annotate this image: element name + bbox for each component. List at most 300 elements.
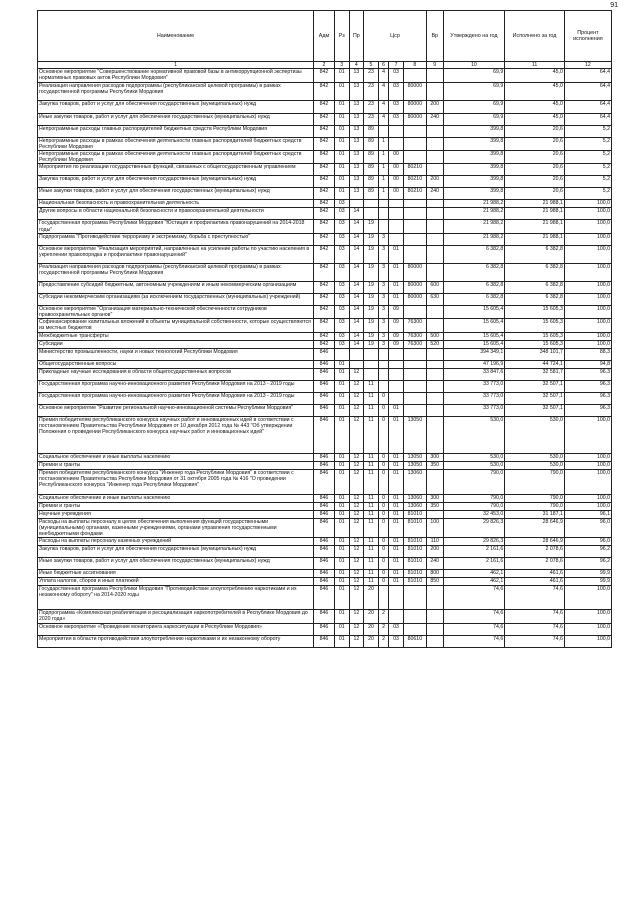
row-rz: 01 [334, 392, 349, 404]
row-csr-1: 11 [364, 578, 379, 586]
table-row [38, 281, 612, 293]
row-fact: 15 605,3 [505, 305, 565, 318]
row-adm: 846 [314, 623, 335, 635]
row-csr-3: 01 [389, 558, 404, 570]
row-csr-2: 0 [378, 404, 388, 416]
row-name: Уплата налогов, сборов и иных платежей [38, 578, 314, 586]
row-csr-4: 80000 [403, 100, 426, 113]
row-name: Прикладные научные исследования в области общегосударственных вопросов [38, 368, 314, 380]
row-plan: 6 382,8 [443, 245, 505, 263]
row-csr-1 [364, 208, 379, 220]
table-row [38, 610, 612, 623]
row-csr-3 [389, 348, 404, 360]
table-row [38, 635, 612, 647]
row-pct: 100,0 [564, 263, 611, 281]
row-fact: 6 382,8 [505, 263, 565, 281]
row-csr-3: 00 [389, 151, 404, 164]
col-adm-header: Адм [314, 11, 335, 62]
row-name: Премии и гранты [38, 502, 314, 510]
row-rz: 01 [334, 570, 349, 578]
row-pr: 12 [349, 392, 364, 404]
row-name: Социальное обеспечение и иные выплаты населению [38, 453, 314, 461]
row-pr: 12 [349, 494, 364, 502]
row-pct: 100,0 [564, 635, 611, 647]
row-csr-2 [378, 208, 388, 220]
table-row [38, 494, 612, 502]
row-csr-4: 80000 [403, 82, 426, 100]
row-rz: 03 [334, 233, 349, 245]
row-csr-4: 81010 [403, 546, 426, 558]
row-pr [349, 360, 364, 368]
row-csr-1: 20 [364, 610, 379, 623]
table-row [38, 164, 612, 176]
row-csr-4: 81010 [403, 510, 426, 518]
column-number: 8 [403, 62, 426, 69]
row-pct: 5,2 [564, 151, 611, 164]
row-vr [426, 510, 443, 518]
row-csr-2: 4 [378, 113, 388, 125]
row-plan: 33 773,0 [443, 380, 505, 392]
row-csr-4 [403, 137, 426, 150]
row-name: Реализация направления расходов подпрограммы (республиканской целевой программы) в рамках государственной программы Республики Мордовия [38, 263, 314, 281]
row-csr-1: 89 [364, 164, 379, 176]
row-pct: 96,3 [564, 368, 611, 380]
row-adm: 842 [314, 208, 335, 220]
row-csr-2: 1 [378, 176, 388, 188]
row-rz: 01 [334, 164, 349, 176]
row-csr-2: 0 [378, 570, 388, 578]
row-csr-4: 76300 [403, 332, 426, 340]
row-rz: 01 [334, 510, 349, 518]
row-rz: 01 [334, 151, 349, 164]
row-fact: 32 581,7 [505, 368, 565, 380]
row-pr: 12 [349, 623, 364, 635]
row-csr-2: 3 [378, 293, 388, 305]
col-name-header: Наименование [38, 11, 314, 62]
row-pct: 5,2 [564, 176, 611, 188]
row-csr-1: 11 [364, 469, 379, 494]
row-plan: 399,8 [443, 188, 505, 200]
row-fact: 32 507,1 [505, 404, 565, 416]
row-name: Межбюджетные трансферты [38, 332, 314, 340]
column-number: 9 [426, 62, 443, 69]
col-vr-header: Вр [426, 11, 443, 62]
row-vr [426, 610, 443, 623]
row-rz [334, 348, 349, 360]
row-csr-2: 3 [378, 263, 388, 281]
row-csr-4: 80000 [403, 263, 426, 281]
budget-execution-table [37, 10, 612, 648]
row-plan: 462,1 [443, 578, 505, 586]
row-adm: 842 [314, 113, 335, 125]
row-adm: 842 [314, 233, 335, 245]
row-csr-3: 09 [389, 332, 404, 340]
table-row [38, 332, 612, 340]
row-adm: 846 [314, 360, 335, 368]
row-csr-3: 03 [389, 623, 404, 635]
row-adm: 842 [314, 151, 335, 164]
row-plan: 29 826,3 [443, 518, 505, 538]
row-csr-4: 76300 [403, 319, 426, 332]
row-fact: 20,6 [505, 164, 565, 176]
row-vr: 240 [426, 558, 443, 570]
row-fact: 461,6 [505, 578, 565, 586]
row-adm: 842 [314, 200, 335, 208]
row-csr-4 [403, 69, 426, 82]
row-csr-4 [403, 623, 426, 635]
row-pct: 100,0 [564, 586, 611, 610]
row-csr-2: 0 [378, 494, 388, 502]
row-csr-3 [389, 360, 404, 368]
row-fact: 20,6 [505, 188, 565, 200]
row-vr: 110 [426, 538, 443, 546]
row-name: Основное мероприятие "Организация материально-технической обеспеченности сотрудников правоохранительных органов" [38, 305, 314, 318]
row-fact: 348 101,7 [505, 348, 565, 360]
row-vr: 350 [426, 461, 443, 469]
row-name: Закупка товаров, работ и услуг для обеспечения государственных (муниципальных) нужд [38, 546, 314, 558]
row-plan: 29 826,3 [443, 538, 505, 546]
row-plan: 2 161,6 [443, 546, 505, 558]
row-csr-3: 03 [389, 113, 404, 125]
row-csr-3: 01 [389, 494, 404, 502]
row-name: Социальное обеспечение и иные выплаты населению [38, 494, 314, 502]
row-csr-2: 3 [378, 281, 388, 293]
row-csr-4: 80000 [403, 281, 426, 293]
row-pr: 12 [349, 578, 364, 586]
row-pct: 100,0 [564, 340, 611, 348]
row-vr: 850 [426, 578, 443, 586]
table-row [38, 233, 612, 245]
row-plan: 530,0 [443, 461, 505, 469]
row-name: Софинансирование капитальных вложений в объекты муниципальной собственности, которые осуществляются из местных бюджетов [38, 319, 314, 332]
table-row [38, 113, 612, 125]
row-pr: 14 [349, 281, 364, 293]
row-name: Реализация направления расходов подпрограммы (республиканской целевой программы) в рамках государственной программы Республики Мордовия [38, 82, 314, 100]
row-rz: 03 [334, 293, 349, 305]
row-vr [426, 623, 443, 635]
row-csr-2: 4 [378, 69, 388, 82]
row-pct: 100,0 [564, 233, 611, 245]
row-rz: 01 [334, 469, 349, 494]
row-fact: 530,0 [505, 453, 565, 461]
table-row [38, 82, 612, 100]
row-plan: 6 382,8 [443, 263, 505, 281]
row-vr: 240 [426, 188, 443, 200]
row-csr-4: 13050 [403, 453, 426, 461]
row-plan: 15 605,4 [443, 332, 505, 340]
table-row [38, 208, 612, 220]
row-csr-3 [389, 208, 404, 220]
row-pr: 13 [349, 113, 364, 125]
row-pr: 12 [349, 453, 364, 461]
row-csr-3 [389, 610, 404, 623]
row-fact: 461,6 [505, 570, 565, 578]
row-pr: 12 [349, 558, 364, 570]
row-fact: 28 646,9 [505, 518, 565, 538]
table-header-row [38, 11, 612, 62]
row-pr: 13 [349, 69, 364, 82]
row-fact: 45,0 [505, 113, 565, 125]
row-fact: 790,0 [505, 469, 565, 494]
row-csr-3: 09 [389, 305, 404, 318]
row-fact: 28 646,9 [505, 538, 565, 546]
row-adm: 846 [314, 380, 335, 392]
row-csr-2: 1 [378, 137, 388, 150]
row-plan: 6 382,8 [443, 293, 505, 305]
row-adm: 846 [314, 510, 335, 518]
row-csr-1: 19 [364, 332, 379, 340]
row-adm: 846 [314, 635, 335, 647]
row-csr-2 [378, 586, 388, 610]
row-csr-4: 81010 [403, 538, 426, 546]
row-adm: 842 [314, 188, 335, 200]
row-pr: 14 [349, 245, 364, 263]
row-vr [426, 151, 443, 164]
row-pct: 100,0 [564, 469, 611, 494]
table-row [38, 305, 612, 318]
row-csr-2: 0 [378, 510, 388, 518]
row-adm: 846 [314, 610, 335, 623]
row-csr-1: 19 [364, 340, 379, 348]
row-csr-2 [378, 380, 388, 392]
row-plan: 790,0 [443, 502, 505, 510]
table-row [38, 404, 612, 416]
table-row [38, 461, 612, 469]
row-vr: 800 [426, 570, 443, 578]
row-pct: 5,2 [564, 188, 611, 200]
table-row [38, 188, 612, 200]
row-csr-1: 11 [364, 461, 379, 469]
row-pr: 13 [349, 82, 364, 100]
row-pct: 100,0 [564, 416, 611, 453]
row-pr: 12 [349, 416, 364, 453]
row-rz: 01 [334, 416, 349, 453]
row-pr: 12 [349, 368, 364, 380]
row-pr: 14 [349, 233, 364, 245]
row-fact: 15 605,3 [505, 340, 565, 348]
row-pr: 12 [349, 461, 364, 469]
row-fact: 74,6 [505, 623, 565, 635]
row-pct: 64,4 [564, 82, 611, 100]
row-vr: 240 [426, 113, 443, 125]
row-pr: 13 [349, 164, 364, 176]
row-name: Закупка товаров, работ и услуг для обеспечения государственных (муниципальных) нужд [38, 100, 314, 113]
row-rz: 01 [334, 100, 349, 113]
row-csr-3: 00 [389, 188, 404, 200]
row-rz: 03 [334, 220, 349, 233]
row-csr-2: 0 [378, 453, 388, 461]
row-fact: 2 078,6 [505, 546, 565, 558]
row-adm: 842 [314, 281, 335, 293]
column-number: 11 [505, 62, 565, 69]
row-pct: 96,2 [564, 546, 611, 558]
row-plan: 399,8 [443, 125, 505, 137]
row-pct: 5,2 [564, 125, 611, 137]
row-csr-3: 03 [389, 100, 404, 113]
row-plan: 21 988,2 [443, 208, 505, 220]
row-plan: 69,9 [443, 82, 505, 100]
row-plan: 74,6 [443, 623, 505, 635]
row-vr [426, 368, 443, 380]
row-pr: 12 [349, 380, 364, 392]
row-csr-3: 01 [389, 502, 404, 510]
column-number: 5 [364, 62, 379, 69]
row-name: Министерство промышленности, науки и новых технологий Республики Мордовия [38, 348, 314, 360]
row-name: Закупка товаров, работ и услуг для обеспечения государственных (муниципальных) нужд [38, 176, 314, 188]
row-rz: 01 [334, 586, 349, 610]
row-plan: 21 988,2 [443, 200, 505, 208]
table-row [38, 510, 612, 518]
row-csr-1: 23 [364, 113, 379, 125]
table-row [38, 348, 612, 360]
column-number: 2 [314, 62, 335, 69]
row-csr-1: 11 [364, 380, 379, 392]
row-csr-4 [403, 200, 426, 208]
row-vr: 200 [426, 546, 443, 558]
row-csr-2 [378, 220, 388, 233]
row-pct: 100,0 [564, 220, 611, 233]
row-pct: 100,0 [564, 200, 611, 208]
row-fact: 45,0 [505, 100, 565, 113]
row-csr-2 [378, 200, 388, 208]
table-row [38, 469, 612, 494]
row-csr-4 [403, 233, 426, 245]
row-adm: 846 [314, 494, 335, 502]
table-row [38, 546, 612, 558]
row-rz: 03 [334, 208, 349, 220]
row-csr-2: 1 [378, 164, 388, 176]
row-csr-4 [403, 208, 426, 220]
row-fact: 530,0 [505, 461, 565, 469]
row-rz: 01 [334, 137, 349, 150]
row-rz: 01 [334, 610, 349, 623]
row-name: Основное мероприятие "Совершенствование нормативной правовой базы в антикоррупционной экспертизы нормативных правовых актов Республики Мордовия" [38, 69, 314, 82]
row-pct: 100,0 [564, 332, 611, 340]
row-plan: 47 196,9 [443, 360, 505, 368]
row-pct: 64,4 [564, 69, 611, 82]
row-pr: 12 [349, 510, 364, 518]
row-rz: 03 [334, 263, 349, 281]
row-csr-1: 23 [364, 82, 379, 100]
col-csr-header: Цср [364, 11, 427, 62]
table-row [38, 151, 612, 164]
row-rz: 03 [334, 281, 349, 293]
row-vr: 300 [426, 494, 443, 502]
table-row [38, 368, 612, 380]
table-row [38, 360, 612, 368]
row-pct: 100,0 [564, 623, 611, 635]
row-adm: 842 [314, 245, 335, 263]
table-row [38, 200, 612, 208]
row-rz: 03 [334, 340, 349, 348]
row-csr-4: 80210 [403, 188, 426, 200]
row-pr [349, 200, 364, 208]
row-pr: 12 [349, 502, 364, 510]
row-csr-3: 00 [389, 164, 404, 176]
col-fact-header: Исполнено за год [505, 11, 565, 62]
row-csr-4: 81010 [403, 570, 426, 578]
row-plan: 399,8 [443, 164, 505, 176]
column-number: 3 [334, 62, 349, 69]
row-adm: 842 [314, 340, 335, 348]
table-row [38, 319, 612, 332]
table-row [38, 570, 612, 578]
row-csr-3 [389, 380, 404, 392]
row-rz: 01 [334, 360, 349, 368]
row-adm: 846 [314, 546, 335, 558]
row-csr-2: 3 [378, 332, 388, 340]
row-csr-2: 3 [378, 233, 388, 245]
row-rz: 01 [334, 176, 349, 188]
row-csr-4 [403, 360, 426, 368]
row-adm: 846 [314, 392, 335, 404]
row-name: Расходы на выплаты персоналу в целях обеспечения выполнения функций государственными (муниципальными) органами, казенными учреждениями, органами управления государственными внебюджетными фондами [38, 518, 314, 538]
row-csr-1: 19 [364, 305, 379, 318]
row-pr: 12 [349, 546, 364, 558]
row-adm: 846 [314, 469, 335, 494]
row-csr-3: 01 [389, 538, 404, 546]
row-rz: 01 [334, 546, 349, 558]
row-fact: 530,0 [505, 416, 565, 453]
row-csr-4: 13060 [403, 494, 426, 502]
row-csr-3 [389, 392, 404, 404]
row-pct: 99,9 [564, 570, 611, 578]
row-name: Предоставление субсидий бюджетным, автономным учреждениям и иным некоммерческим организациям [38, 281, 314, 293]
column-number: 6 [378, 62, 388, 69]
row-csr-3: 01 [389, 245, 404, 263]
row-name: Непрограммные расходы в рамках обеспечения деятельности главных распорядителей бюджетных средств Республики Мордовия [38, 137, 314, 150]
row-pr: 14 [349, 332, 364, 340]
row-csr-1: 11 [364, 502, 379, 510]
row-csr-3: 01 [389, 263, 404, 281]
row-csr-4: 81010 [403, 518, 426, 538]
row-csr-3: 00 [389, 176, 404, 188]
row-plan: 530,0 [443, 416, 505, 453]
row-pct: 94,8 [564, 360, 611, 368]
table-row [38, 245, 612, 263]
row-name: Премия победителям республиканского конкурса "Инженер года Республики Мордовия" в соответствии с постановлением Правительства Республики Мордовия от 31 октября 2005 года № 416 "О проведении Республиканского конкурса "Инженер года Республики Мордовия" [38, 469, 314, 494]
row-csr-3: 01 [389, 293, 404, 305]
row-pct: 96,0 [564, 538, 611, 546]
row-fact: 32 507,1 [505, 380, 565, 392]
row-vr: 200 [426, 176, 443, 188]
row-adm: 846 [314, 368, 335, 380]
row-plan: 394 349,1 [443, 348, 505, 360]
row-fact: 45,0 [505, 82, 565, 100]
row-csr-2: 3 [378, 245, 388, 263]
row-csr-4: 80610 [403, 635, 426, 647]
row-csr-2: 0 [378, 469, 388, 494]
row-vr [426, 360, 443, 368]
row-csr-1: 11 [364, 546, 379, 558]
row-adm: 842 [314, 164, 335, 176]
row-csr-3: 09 [389, 319, 404, 332]
table-row [38, 416, 612, 453]
row-csr-4: 80210 [403, 164, 426, 176]
row-adm: 846 [314, 404, 335, 416]
row-fact: 21 988,1 [505, 200, 565, 208]
row-plan: 530,0 [443, 453, 505, 461]
row-vr [426, 137, 443, 150]
row-rz: 01 [334, 538, 349, 546]
row-csr-3 [389, 368, 404, 380]
row-pct: 96,3 [564, 392, 611, 404]
row-name: Иные закупки товаров, работ и услуг для обеспечения государственных (муниципальных) нужд [38, 558, 314, 570]
row-csr-2 [378, 360, 388, 368]
row-csr-1: 89 [364, 137, 379, 150]
table-row [38, 220, 612, 233]
table-row [38, 453, 612, 461]
